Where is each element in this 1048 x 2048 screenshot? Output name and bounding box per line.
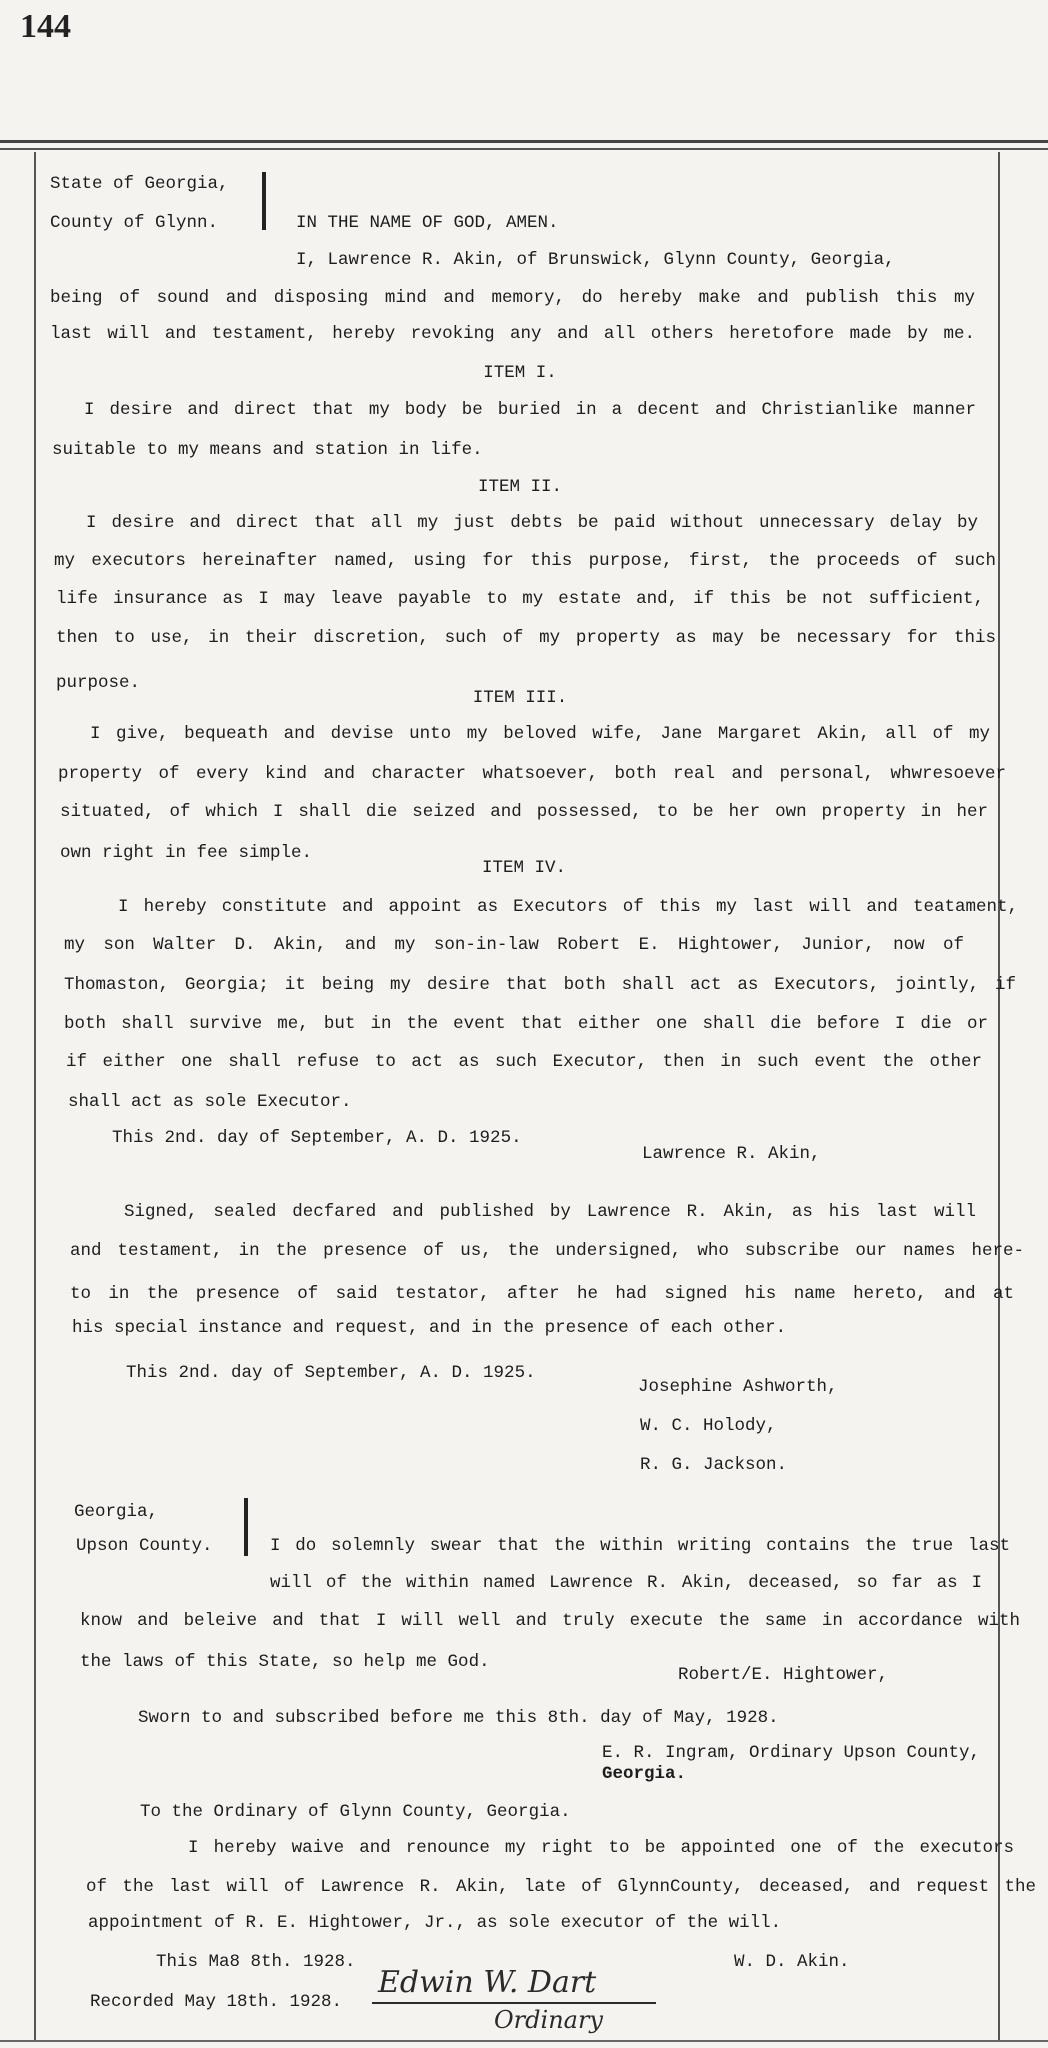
preamble-line: I, Lawrence R. Akin, of Brunswick, Glynn County, Georgia,: [296, 250, 895, 270]
item-heading: ITEM IV.: [481, 858, 567, 878]
bottom-border-line: [0, 2040, 1048, 2042]
attestation-line: to in the presence of said testator, after he had signed his name hereto, and at: [70, 1284, 1014, 1304]
waiver-line: of the last will of Lawrence R. Akin, late of GlynnCounty, deceased, and request the: [86, 1877, 1036, 1897]
clerk-title: Ordinary: [494, 2006, 603, 2034]
oath-line: know and beleive and that I will well and truly execute the same in accordance with: [80, 1611, 1020, 1631]
attestation-date: This 2nd. day of September, A. D. 1925.: [126, 1363, 536, 1383]
witness-signature: R. G. Jackson.: [640, 1455, 788, 1475]
item-line: own right in fee simple.: [60, 843, 313, 863]
item-line: my son Walter D. Akin, and my son-in-law Robert E. Hightower, Junior, now of: [64, 935, 964, 955]
oath-caption-bracket: [244, 1498, 248, 1556]
oath-signature: Robert/E. Hightower,: [678, 1665, 889, 1685]
ordinary-signature-state: Georgia.: [602, 1764, 687, 1784]
caption-bracket: [262, 172, 266, 230]
item-line: then to use, in their discretion, such of my property as may be necessary for this: [56, 628, 996, 648]
waiver-line: I hereby waive and renounce my right to be appointed one of the executors: [188, 1838, 1014, 1858]
attestation-line: his special instance and request, and in the presence of each other.: [72, 1318, 787, 1338]
witness-signature: W. C. Holody,: [640, 1416, 777, 1436]
preamble-line: being of sound and disposing mind and memory, do hereby make and publish this my: [50, 288, 975, 308]
right-margin-line: [998, 152, 1000, 2042]
waiver-date: This Ma8 8th. 1928.: [156, 1952, 356, 1972]
will-date: This 2nd. day of September, A. D. 1925.: [112, 1128, 522, 1148]
ordinary-signature: E. R. Ingram, Ordinary Upson County,: [602, 1743, 981, 1763]
item-line: property of every kind and character whatsoever, both real and personal, whwresoever: [58, 764, 1006, 784]
item-line: situated, of which I shall die seized and possessed, to be her own property in her: [60, 802, 988, 822]
waiver-address: To the Ordinary of Glynn County, Georgia.: [140, 1802, 571, 1822]
caption-county: County of Glynn.: [50, 213, 219, 233]
waiver-signature: W. D. Akin.: [734, 1952, 850, 1972]
item-heading: ITEM III.: [472, 688, 568, 708]
oath-line: will of the within named Lawrence R. Akin, deceased, so far as I: [270, 1573, 982, 1593]
oath-line: I do solemnly swear that the within writing contains the true last: [270, 1536, 1010, 1556]
clerk-signature-underline: [372, 2002, 656, 2004]
waiver-line: appointment of R. E. Hightower, Jr., as sole executor of the will.: [88, 1913, 782, 1933]
item-line: I hereby constitute and appoint as Executors of this my last will and teatament,: [118, 897, 1018, 917]
item-heading: ITEM II.: [477, 477, 563, 497]
item-line: my executors hereinafter named, using for this purpose, first, the proceeds of such: [54, 551, 996, 571]
page-number: 144: [20, 8, 71, 45]
sworn-statement: Sworn to and subscribed before me this 8th. day of May, 1928.: [138, 1708, 779, 1728]
item-line: life insurance as I may leave payable to my estate and, if this be not sufficient,: [56, 589, 984, 609]
attestation-line: Signed, sealed decfared and published by Lawrence R. Akin, as his last will: [124, 1202, 976, 1222]
item-heading: ITEM I.: [483, 363, 557, 383]
oath-line: the laws of this State, so help me God.: [80, 1652, 490, 1672]
item-line: both shall survive me, but in the event that either one shall die before I die or: [64, 1014, 988, 1034]
witness-signature: Josephine Ashworth,: [638, 1377, 838, 1397]
top-border-line: [0, 140, 1048, 143]
item-line: suitable to my means and station in life.: [52, 440, 483, 460]
oath-caption-state: Georgia,: [74, 1502, 159, 1522]
invocation: IN THE NAME OF GOD, AMEN.: [296, 213, 559, 233]
item-line: shall act as sole Executor.: [68, 1092, 352, 1112]
caption-state: State of Georgia,: [50, 174, 229, 194]
item-line: purpose.: [56, 673, 141, 693]
recorded-date: Recorded May 18th. 1928.: [90, 1992, 343, 2012]
item-line: I desire and direct that all my just debts be paid without unnecessary delay by: [86, 513, 978, 533]
preamble-line: last will and testament, hereby revoking any and all others heretofore made by me.: [50, 324, 975, 344]
testator-signature: Lawrence R. Akin,: [642, 1144, 821, 1164]
top-border-line-inner: [0, 148, 1048, 150]
item-line: Thomaston, Georgia; it being my desire that both shall act as Executors, jointly, if: [64, 975, 1016, 995]
item-line: I give, bequeath and devise unto my beloved wife, Jane Margaret Akin, all of my: [90, 724, 990, 744]
item-line: I desire and direct that my body be buried in a decent and Christianlike manner: [84, 400, 976, 420]
oath-caption-county: Upson County.: [76, 1536, 213, 1556]
clerk-signature: Edwin W. Dart: [378, 1965, 597, 2000]
attestation-line: and testament, in the presence of us, the undersigned, who subscribe our names here-: [70, 1241, 1024, 1261]
left-margin-line: [34, 152, 36, 2042]
item-line: if either one shall refuse to act as such Executor, then in such event the other: [66, 1052, 982, 1072]
